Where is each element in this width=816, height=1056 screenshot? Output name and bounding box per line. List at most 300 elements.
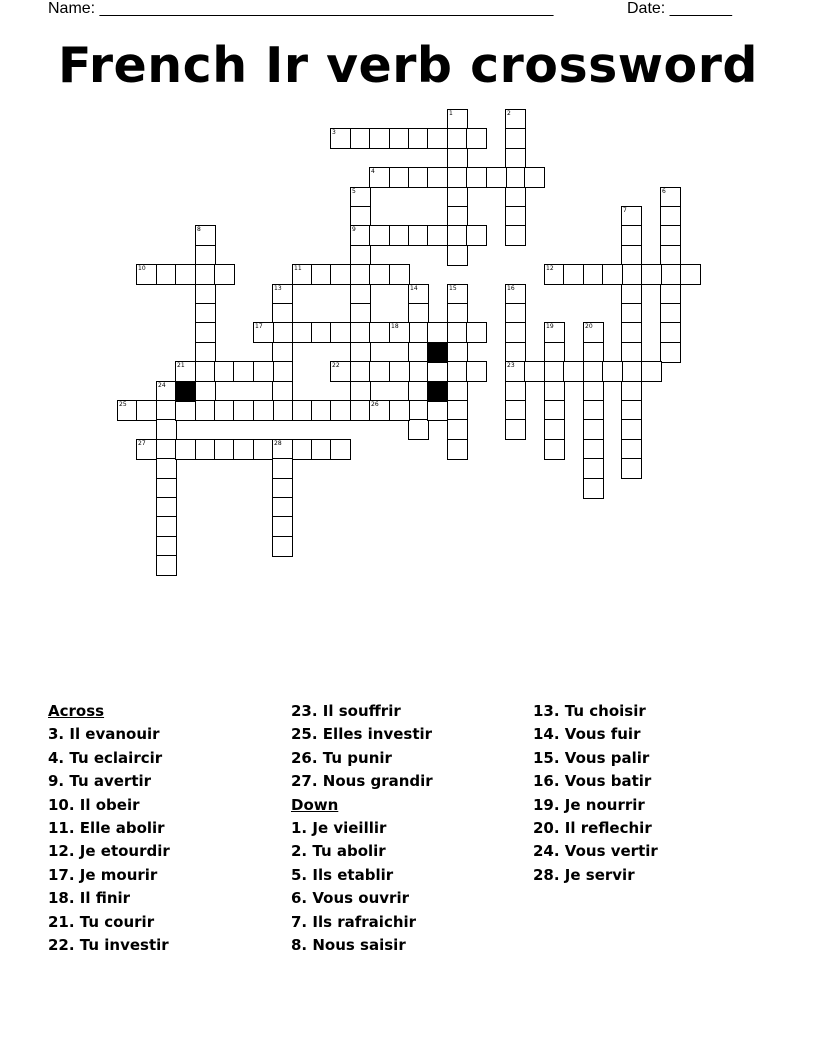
crossword-cell[interactable] — [350, 342, 371, 363]
crossword-cell[interactable] — [311, 322, 332, 343]
crossword-cell[interactable] — [311, 264, 332, 285]
crossword-cell[interactable] — [195, 322, 216, 343]
crossword-cell[interactable] — [156, 555, 177, 576]
crossword-cell[interactable] — [408, 322, 429, 343]
crossword-cell[interactable] — [660, 303, 681, 324]
cell-number: 18 — [391, 323, 399, 330]
clue-number: 3. — [48, 725, 65, 744]
crossword-cell[interactable] — [330, 322, 351, 343]
crossword-cell[interactable] — [660, 245, 681, 266]
crossword-cell[interactable] — [272, 284, 293, 305]
clue-number: 16. — [533, 772, 560, 791]
crossword-cell[interactable] — [621, 458, 642, 479]
crossword-cell[interactable] — [233, 361, 254, 382]
crossword-cell[interactable] — [214, 439, 235, 460]
cell-number: 28 — [274, 440, 282, 447]
cell-number: 16 — [507, 285, 515, 292]
crossword-cell[interactable] — [466, 361, 487, 382]
crossword-cell[interactable] — [292, 264, 313, 285]
clue-number: 17. — [48, 865, 75, 884]
crossword-cell[interactable] — [621, 284, 642, 305]
crossword-cell[interactable] — [544, 361, 565, 382]
cell-number: 9 — [352, 226, 356, 233]
crossword-cell[interactable] — [447, 400, 468, 421]
crossword-cell[interactable] — [660, 225, 681, 246]
clue-item — [533, 817, 773, 840]
crossword-cell[interactable] — [272, 342, 293, 363]
cell-number: 15 — [449, 285, 457, 292]
crossword-cell[interactable] — [408, 284, 429, 305]
crossword-cell[interactable] — [544, 381, 565, 402]
crossword-cell[interactable] — [621, 322, 642, 343]
crossword-cell[interactable] — [156, 516, 177, 537]
crossword-cell[interactable] — [563, 361, 584, 382]
crossword-cell[interactable] — [311, 400, 332, 421]
crossword-cell[interactable] — [369, 128, 390, 149]
crossword-cell[interactable] — [466, 167, 487, 188]
crossword-cell[interactable] — [427, 225, 448, 246]
crossword-cell[interactable] — [330, 400, 351, 421]
page-title: French Ir verb crossword — [58, 37, 758, 94]
crossword-cell[interactable] — [447, 225, 468, 246]
clue-item — [48, 817, 288, 840]
crossword-cell[interactable] — [350, 400, 371, 421]
crossword-cell[interactable] — [369, 225, 390, 246]
crossword-cell[interactable] — [447, 167, 468, 188]
crossword-cell[interactable] — [505, 167, 526, 188]
crossword-cell[interactable] — [660, 187, 681, 208]
crossword-cell[interactable] — [408, 128, 429, 149]
cell-number: 25 — [119, 401, 127, 408]
crossword-cell[interactable] — [253, 322, 274, 343]
crossword-cell[interactable] — [447, 128, 468, 149]
clue-text: Je mourir — [74, 865, 158, 884]
crossword-cell[interactable] — [350, 303, 371, 324]
clue-item — [533, 840, 773, 863]
crossword-cell[interactable] — [505, 400, 526, 421]
clue-number: 10. — [48, 795, 75, 814]
crossword-cell[interactable] — [505, 284, 526, 305]
cell-number: 14 — [410, 285, 418, 292]
crossword-cell[interactable] — [195, 225, 216, 246]
clue-text: Je nourrir — [559, 795, 645, 814]
crossword-cell[interactable] — [466, 322, 487, 343]
crossword-cell[interactable] — [583, 478, 604, 499]
crossword-cell[interactable] — [505, 419, 526, 440]
crossword-cell[interactable] — [389, 225, 410, 246]
cell-number: 27 — [138, 440, 146, 447]
clue-number: 27. — [291, 772, 318, 791]
clue-item — [48, 934, 288, 957]
crossword-cell[interactable] — [447, 342, 468, 363]
clue-text: Tu avertir — [64, 772, 152, 791]
crossword-cell[interactable] — [447, 439, 468, 460]
crossword-cell[interactable] — [583, 342, 604, 363]
clue-text: Tu investir — [74, 935, 169, 954]
crossword-cell[interactable] — [214, 264, 235, 285]
crossword-cell[interactable] — [350, 264, 371, 285]
crossword-cell[interactable] — [214, 361, 235, 382]
cell-number: 4 — [371, 168, 375, 175]
crossword-cell[interactable] — [272, 361, 293, 382]
crossword-cell[interactable] — [621, 225, 642, 246]
crossword-cell[interactable] — [544, 264, 565, 285]
crossword-cell[interactable] — [156, 264, 177, 285]
crossword-cell[interactable] — [350, 128, 371, 149]
clue-section-heading: Down — [291, 795, 339, 814]
crossword-cell[interactable] — [195, 245, 216, 266]
clue-number: 21. — [48, 912, 75, 931]
clue-number: 13. — [533, 702, 560, 720]
crossword-cell[interactable] — [660, 322, 681, 343]
crossword-cell[interactable] — [350, 206, 371, 227]
crossword-cell[interactable] — [447, 245, 468, 266]
crossword-cell[interactable] — [272, 381, 293, 402]
crossword-cell[interactable] — [195, 400, 216, 421]
clue-item — [291, 840, 531, 863]
crossword-cell[interactable] — [330, 128, 351, 149]
cell-number: 13 — [274, 285, 282, 292]
crossword-cell[interactable] — [427, 167, 448, 188]
crossword-cell[interactable] — [136, 439, 157, 460]
crossword-cell[interactable] — [292, 439, 313, 460]
clue-number: 25. — [291, 725, 318, 744]
crossword-cell[interactable] — [621, 342, 642, 363]
crossword-cell[interactable] — [311, 439, 332, 460]
crossword-cell[interactable] — [195, 439, 216, 460]
crossword-cell[interactable] — [136, 264, 157, 285]
crossword-cell[interactable] — [466, 225, 487, 246]
crossword-cell[interactable] — [583, 322, 604, 343]
clue-text: Vous batir — [559, 772, 652, 791]
crossword-cell[interactable] — [330, 361, 351, 382]
crossword-cell[interactable] — [330, 264, 351, 285]
crossword-cell[interactable] — [447, 148, 468, 169]
crossword-cell[interactable] — [292, 400, 313, 421]
clue-text: Elle abolir — [74, 818, 165, 837]
black-cell — [427, 381, 448, 402]
crossword-cell[interactable] — [408, 167, 429, 188]
crossword-cell[interactable] — [272, 322, 293, 343]
crossword-cell[interactable] — [233, 400, 254, 421]
crossword-cell[interactable] — [408, 342, 429, 363]
crossword-cell[interactable] — [350, 361, 371, 382]
crossword-cell[interactable] — [505, 381, 526, 402]
crossword-cell[interactable] — [253, 400, 274, 421]
crossword-cell[interactable] — [195, 284, 216, 305]
crossword-cell[interactable] — [544, 322, 565, 343]
crossword-cell[interactable] — [505, 148, 526, 169]
clue-section-heading: Across — [48, 702, 105, 720]
crossword-cell[interactable] — [447, 109, 468, 130]
crossword-cell[interactable] — [583, 264, 604, 285]
crossword-cell[interactable] — [369, 400, 390, 421]
clue-item — [48, 864, 288, 887]
clue-item — [48, 911, 288, 934]
crossword-cell[interactable] — [389, 167, 410, 188]
crossword-cell[interactable] — [505, 128, 526, 149]
crossword-cell[interactable] — [369, 167, 390, 188]
crossword-cell[interactable] — [641, 361, 662, 382]
crossword-cell[interactable] — [408, 225, 429, 246]
crossword-cell[interactable] — [621, 264, 642, 285]
crossword-cell[interactable] — [156, 536, 177, 557]
clue-number: 4. — [48, 748, 65, 767]
crossword-cell[interactable] — [195, 342, 216, 363]
crossword-cell[interactable] — [272, 516, 293, 537]
crossword-cell[interactable] — [136, 400, 157, 421]
crossword-cell[interactable] — [195, 303, 216, 324]
crossword-cell[interactable] — [447, 361, 468, 382]
crossword-cell[interactable] — [447, 206, 468, 227]
crossword-cell[interactable] — [505, 322, 526, 343]
clue-item — [48, 794, 288, 817]
cell-number: 24 — [158, 382, 166, 389]
crossword-cell[interactable] — [350, 381, 371, 402]
crossword-cell[interactable] — [389, 400, 410, 421]
clue-column-2 — [291, 700, 531, 957]
crossword-cell[interactable] — [544, 439, 565, 460]
crossword-cell[interactable] — [583, 419, 604, 440]
crossword-cell[interactable] — [505, 225, 526, 246]
crossword-cell[interactable] — [272, 400, 293, 421]
crossword-cell[interactable] — [350, 225, 371, 246]
crossword-cell[interactable] — [272, 439, 293, 460]
crossword-cell[interactable] — [563, 264, 584, 285]
clue-number: 24. — [533, 842, 560, 861]
crossword-cell[interactable] — [583, 381, 604, 402]
crossword-cell[interactable] — [350, 284, 371, 305]
crossword-cell[interactable] — [389, 361, 410, 382]
clue-number: 8. — [291, 935, 308, 954]
crossword-cell[interactable] — [505, 206, 526, 227]
clue-item — [533, 794, 773, 817]
cell-number: 3 — [332, 129, 336, 136]
crossword-cell[interactable] — [505, 109, 526, 130]
cell-number: 8 — [197, 226, 201, 233]
crossword-cell[interactable] — [272, 458, 293, 479]
clue-text: Vous vertir — [559, 842, 658, 861]
clue-text: Vous ouvrir — [307, 889, 409, 908]
crossword-cell[interactable] — [583, 400, 604, 421]
cell-number: 22 — [332, 362, 340, 369]
crossword-cell[interactable] — [660, 264, 681, 285]
clue-item — [48, 887, 288, 910]
crossword-cell[interactable] — [156, 419, 177, 440]
clue-text: Nous grandir — [317, 772, 433, 791]
clue-item — [291, 817, 531, 840]
clue-item — [533, 700, 773, 723]
crossword-cell[interactable] — [369, 361, 390, 382]
crossword-cell[interactable] — [505, 187, 526, 208]
clue-column-3 — [533, 700, 773, 887]
crossword-cell[interactable] — [621, 206, 642, 227]
crossword-cell[interactable] — [621, 419, 642, 440]
clue-item — [48, 770, 288, 793]
clue-number: 11. — [48, 818, 75, 837]
crossword-cell[interactable] — [175, 361, 196, 382]
clue-item — [48, 723, 288, 746]
clue-number: 15. — [533, 748, 560, 767]
crossword-cell[interactable] — [408, 400, 429, 421]
crossword-cell[interactable] — [486, 167, 507, 188]
crossword-cell[interactable] — [641, 264, 662, 285]
clue-item — [48, 747, 288, 770]
clue-item — [533, 770, 773, 793]
cell-number: 6 — [662, 188, 666, 195]
crossword-cell[interactable] — [272, 497, 293, 518]
crossword-cell[interactable] — [175, 439, 196, 460]
crossword-cell[interactable] — [505, 342, 526, 363]
crossword-cell[interactable] — [524, 167, 545, 188]
crossword-cell[interactable] — [544, 419, 565, 440]
crossword-cell[interactable] — [350, 322, 371, 343]
crossword-cell[interactable] — [156, 439, 177, 460]
crossword-cell[interactable] — [660, 206, 681, 227]
crossword-cell[interactable] — [389, 264, 410, 285]
cell-number: 5 — [352, 188, 356, 195]
crossword-cell[interactable] — [660, 284, 681, 305]
cell-number: 26 — [371, 401, 379, 408]
crossword-cell[interactable] — [544, 400, 565, 421]
crossword-cell[interactable] — [447, 187, 468, 208]
cell-number: 20 — [585, 323, 593, 330]
crossword-cell[interactable] — [195, 264, 216, 285]
clue-text: Tu eclaircir — [64, 748, 163, 767]
crossword-cell[interactable] — [447, 419, 468, 440]
crossword-cell[interactable] — [156, 458, 177, 479]
date-field[interactable]: Date: _______ — [627, 0, 732, 17]
clue-number: 19. — [533, 795, 560, 814]
clue-number: 6. — [291, 889, 308, 908]
crossword-cell[interactable] — [195, 361, 216, 382]
cell-number: 1 — [449, 110, 453, 117]
crossword-cell[interactable] — [466, 128, 487, 149]
crossword-cell[interactable] — [330, 439, 351, 460]
cell-number: 19 — [546, 323, 554, 330]
crossword-cell[interactable] — [408, 419, 429, 440]
clue-item — [533, 747, 773, 770]
crossword-cell[interactable] — [621, 439, 642, 460]
crossword-cell[interactable] — [369, 264, 390, 285]
crossword-cell[interactable] — [389, 128, 410, 149]
crossword-cell[interactable] — [272, 536, 293, 557]
clue-text: Tu choisir — [559, 702, 646, 720]
crossword-cell[interactable] — [505, 361, 526, 382]
clue-text: Vous palir — [559, 748, 650, 767]
crossword-cell[interactable] — [602, 361, 623, 382]
clue-text: Il finir — [74, 889, 131, 908]
crossword-cell[interactable] — [156, 497, 177, 518]
crossword-cell[interactable] — [175, 400, 196, 421]
clue-item — [48, 840, 288, 863]
crossword-cell[interactable] — [583, 361, 604, 382]
clue-text: Il obeir — [74, 795, 140, 814]
crossword-cell[interactable] — [214, 400, 235, 421]
clue-item — [533, 864, 773, 887]
crossword-cell[interactable] — [447, 303, 468, 324]
crossword-cell[interactable] — [156, 400, 177, 421]
clue-text: Elles investir — [317, 725, 433, 744]
clue-number: 14. — [533, 725, 560, 744]
crossword-cell[interactable] — [272, 478, 293, 499]
clue-number: 18. — [48, 889, 75, 908]
clue-number: 20. — [533, 818, 560, 837]
crossword-cell[interactable] — [447, 322, 468, 343]
clue-number: 22. — [48, 935, 75, 954]
cell-number: 23 — [507, 362, 515, 369]
clue-item — [291, 723, 531, 746]
black-cell — [427, 342, 448, 363]
cell-number: 11 — [294, 265, 302, 272]
crossword-cell[interactable] — [156, 381, 177, 402]
crossword-cell[interactable] — [389, 322, 410, 343]
clue-item — [291, 911, 531, 934]
crossword-cell[interactable] — [621, 381, 642, 402]
clue-item — [291, 747, 531, 770]
cell-number: 7 — [623, 207, 627, 214]
crossword-cell[interactable] — [427, 322, 448, 343]
crossword-cell[interactable] — [427, 361, 448, 382]
crossword-cell[interactable] — [195, 381, 216, 402]
crossword-cell[interactable] — [583, 439, 604, 460]
crossword-cell[interactable] — [156, 478, 177, 499]
clue-number: 28. — [533, 865, 560, 884]
crossword-cell[interactable] — [524, 361, 545, 382]
crossword-cell[interactable] — [117, 400, 138, 421]
crossword-cell[interactable] — [175, 264, 196, 285]
clue-text: Il evanouir — [64, 725, 160, 744]
clue-text: Vous fuir — [559, 725, 641, 744]
crossword-cell[interactable] — [427, 400, 448, 421]
clue-text: Il reflechir — [559, 818, 652, 837]
crossword-cell[interactable] — [544, 342, 565, 363]
crossword-cell[interactable] — [272, 303, 293, 324]
crossword-cell[interactable] — [292, 322, 313, 343]
crossword-cell[interactable] — [350, 187, 371, 208]
cell-number: 21 — [177, 362, 185, 369]
clue-number: 12. — [48, 842, 75, 861]
crossword-cell[interactable] — [583, 458, 604, 479]
crossword-cell[interactable] — [505, 303, 526, 324]
cell-number: 2 — [507, 110, 511, 117]
crossword-cell[interactable] — [621, 245, 642, 266]
crossword-cell[interactable] — [621, 361, 642, 382]
crossword-cell[interactable] — [369, 322, 390, 343]
crossword-cell[interactable] — [680, 264, 701, 285]
crossword-cell[interactable] — [408, 303, 429, 324]
crossword-cell[interactable] — [621, 400, 642, 421]
crossword-cell[interactable] — [233, 439, 254, 460]
clue-text: Nous saisir — [307, 935, 406, 954]
crossword-cell[interactable] — [660, 342, 681, 363]
clue-item — [291, 700, 531, 723]
crossword-cell[interactable] — [427, 128, 448, 149]
crossword-cell[interactable] — [253, 361, 274, 382]
crossword-cell[interactable] — [447, 381, 468, 402]
cell-number: 10 — [138, 265, 146, 272]
crossword-cell[interactable] — [447, 284, 468, 305]
crossword-cell[interactable] — [350, 245, 371, 266]
name-field[interactable]: Name: ___________________________________________________ — [48, 0, 554, 17]
crossword-cell[interactable] — [621, 303, 642, 324]
crossword-cell[interactable] — [408, 381, 429, 402]
crossword-cell[interactable] — [253, 439, 274, 460]
clue-number: 26. — [291, 748, 318, 767]
crossword-cell[interactable] — [602, 264, 623, 285]
crossword-cell[interactable] — [408, 361, 429, 382]
clue-number: 9. — [48, 772, 65, 791]
